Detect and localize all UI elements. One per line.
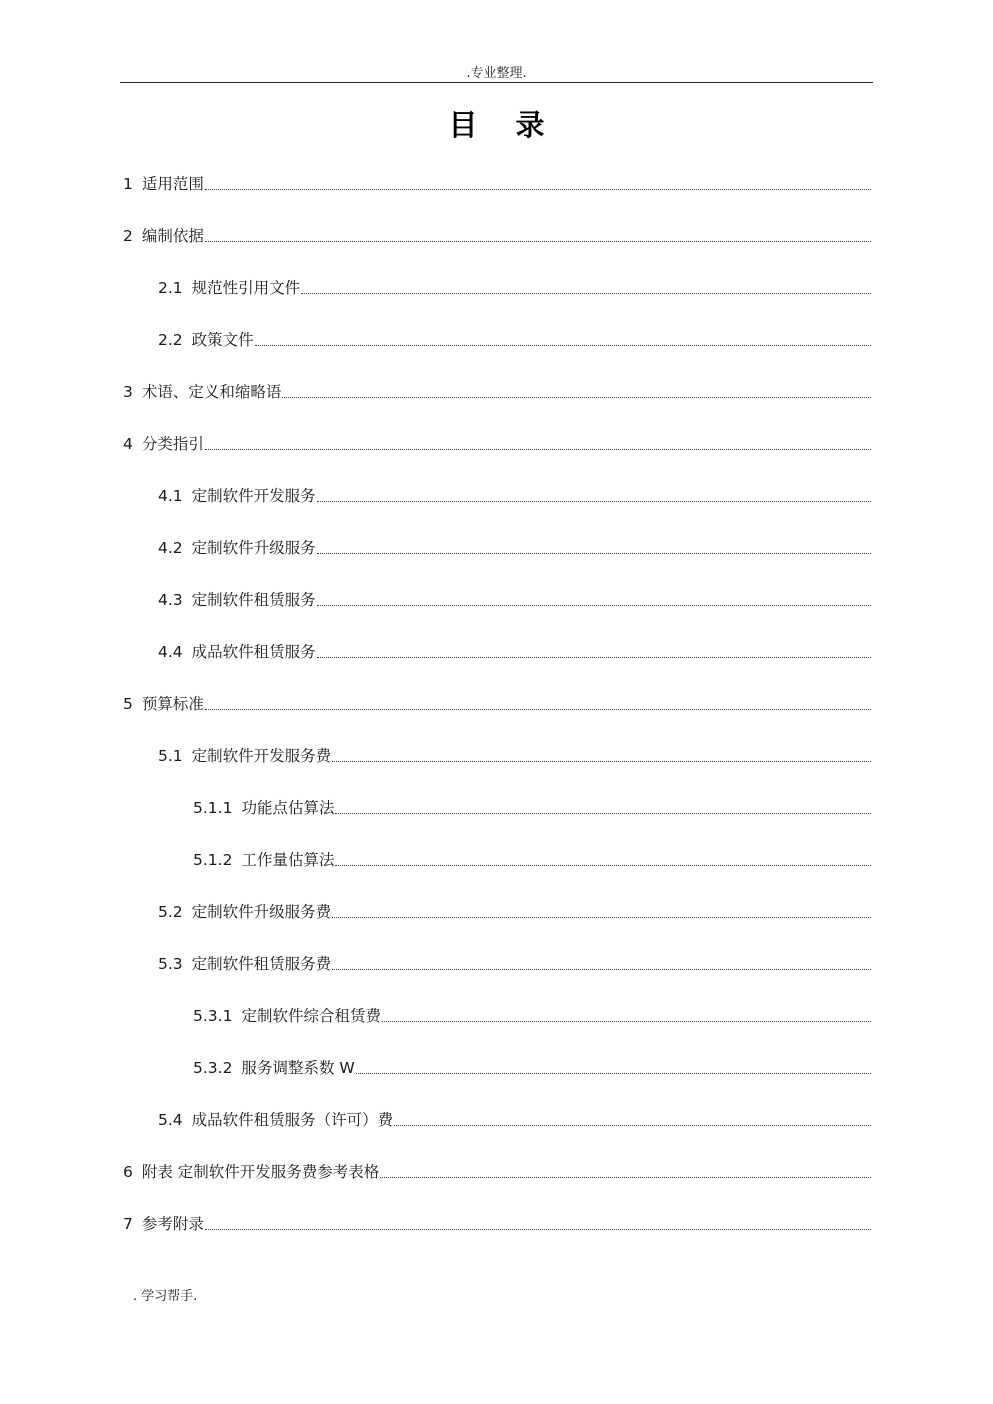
dot-leader — [282, 397, 871, 398]
dot-leader — [205, 1229, 871, 1230]
dot-leader — [394, 1125, 871, 1126]
toc-entry-title: 成品软件租赁服务 — [191, 643, 316, 661]
toc-entry-2[interactable] — [123, 222, 871, 246]
toc-entry-5-1[interactable] — [158, 742, 871, 766]
toc-entry-2-2[interactable] — [158, 326, 871, 350]
page-header: .专业整理. — [466, 66, 527, 81]
toc-entry-number: 4.1 — [158, 487, 183, 505]
toc-entry-number: 2 — [123, 227, 133, 245]
toc-entry-4-2[interactable] — [158, 534, 871, 558]
dot-leader — [332, 969, 871, 970]
toc-entry-title: 参考附录 — [141, 1215, 204, 1233]
toc-entry-title: 预算标准 — [141, 695, 204, 713]
toc-entry-title: 分类指引 — [141, 435, 204, 453]
toc-entry-4-3[interactable] — [158, 586, 871, 610]
toc-entry-number: 5.1 — [158, 747, 183, 765]
page-footer: . 学习帮手. — [133, 1289, 198, 1304]
toc-entry-5-1-1[interactable] — [193, 794, 871, 818]
toc-entry-title: 定制软件升级服务 — [191, 539, 316, 557]
dot-leader — [301, 293, 871, 294]
dot-leader — [335, 813, 871, 814]
toc-entry-1[interactable] — [123, 170, 871, 194]
dot-leader — [332, 917, 871, 918]
toc-entry-title: 定制软件综合租赁费 — [241, 1007, 381, 1025]
dot-leader — [255, 345, 871, 346]
toc-entry-number: 5.3.2 — [193, 1059, 233, 1077]
toc-entry-number: 3 — [123, 383, 133, 401]
toc-entry-number: 4.3 — [158, 591, 183, 609]
toc-entry-4-4[interactable] — [158, 638, 871, 662]
toc-entry-number: 2.1 — [158, 279, 183, 297]
toc-entry-title: 定制软件开发服务费 — [191, 747, 332, 765]
toc-entry-number: 5.1.2 — [193, 851, 233, 869]
dot-leader — [317, 657, 871, 658]
toc-entry-number: 5.3 — [158, 955, 183, 973]
toc-entry-number: 5.2 — [158, 903, 183, 921]
toc-entry-title: 定制软件租赁服务 — [191, 591, 316, 609]
dot-leader — [317, 605, 871, 606]
toc-entry-title: 适用范围 — [141, 175, 204, 193]
toc-entry-number: 7 — [123, 1215, 133, 1233]
toc-entry-7[interactable] — [123, 1210, 871, 1234]
dot-leader — [205, 241, 871, 242]
toc-entry-6[interactable] — [123, 1158, 871, 1182]
toc-entry-number: 5.3.1 — [193, 1007, 233, 1025]
toc-entry-number: 4.4 — [158, 643, 183, 661]
toc-entry-number: 5.1.1 — [193, 799, 233, 817]
toc-entry-title: 功能点估算法 — [241, 799, 335, 817]
toc-entry-title: 成品软件租赁服务（许可）费 — [191, 1111, 394, 1129]
toc-entry-title: 定制软件升级服务费 — [191, 903, 332, 921]
dot-leader — [317, 553, 871, 554]
toc-entry-5[interactable] — [123, 690, 871, 714]
dot-leader — [356, 1073, 871, 1074]
toc-entry-title: 规范性引用文件 — [191, 279, 301, 297]
toc-entry-5-4[interactable] — [158, 1106, 871, 1130]
toc-entry-title: 政策文件 — [191, 331, 254, 349]
toc-entry-title: 定制软件租赁服务费 — [191, 955, 332, 973]
toc-entry-number: 1 — [123, 175, 133, 193]
toc-entry-5-1-2[interactable] — [193, 846, 871, 870]
dot-leader — [205, 709, 871, 710]
dot-leader — [380, 1177, 871, 1178]
toc-entry-5-3-1[interactable] — [193, 1002, 871, 1026]
toc-entry-5-3[interactable] — [158, 950, 871, 974]
dot-leader — [332, 761, 871, 762]
toc-entry-3[interactable] — [123, 378, 871, 402]
dot-leader — [382, 1021, 871, 1022]
dot-leader — [335, 865, 871, 866]
toc-entry-number: 5 — [123, 695, 133, 713]
toc-entry-number: 4 — [123, 435, 133, 453]
dot-leader — [317, 501, 871, 502]
toc-entry-4-1[interactable] — [158, 482, 871, 506]
toc-entry-title: 术语、定义和缩略语 — [141, 383, 282, 401]
toc-entry-number: 5.4 — [158, 1111, 183, 1129]
toc-title: 目 录 — [448, 108, 559, 142]
toc-entry-title: 服务调整系数 W — [241, 1059, 355, 1077]
toc-entry-2-1[interactable] — [158, 274, 871, 298]
toc-entry-number: 2.2 — [158, 331, 183, 349]
toc-entry-5-2[interactable] — [158, 898, 871, 922]
toc-entry-number: 6 — [123, 1163, 133, 1181]
toc-entry-title: 定制软件开发服务 — [191, 487, 316, 505]
toc-entry-number: 4.2 — [158, 539, 183, 557]
toc-entry-title: 附表 定制软件开发服务费参考表格 — [141, 1163, 380, 1181]
dot-leader — [205, 189, 871, 190]
toc-entry-title: 工作量估算法 — [241, 851, 335, 869]
toc-entry-title: 编制依据 — [141, 227, 204, 245]
toc-entry-4[interactable] — [123, 430, 871, 454]
dot-leader — [205, 449, 871, 450]
toc-entry-5-3-2[interactable] — [193, 1054, 871, 1078]
